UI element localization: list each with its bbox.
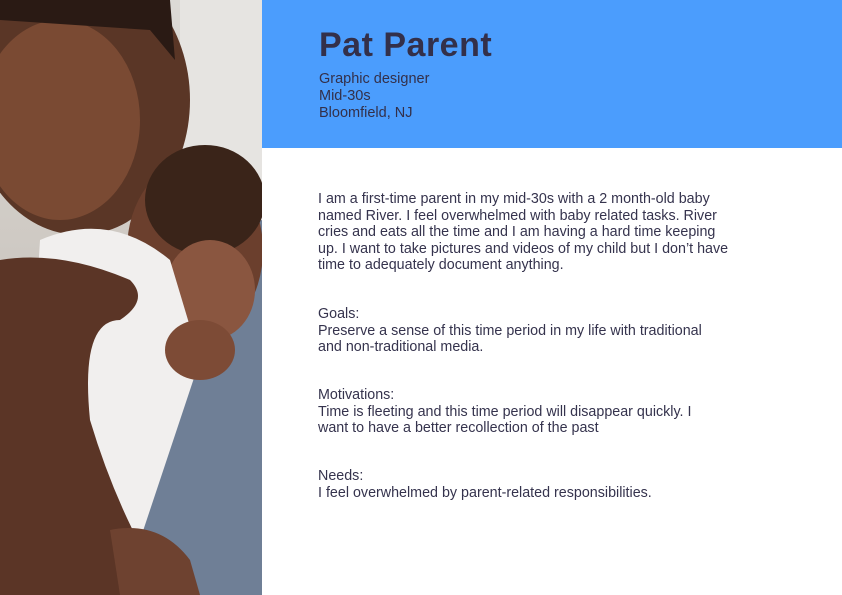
persona-occupation: Graphic designer [319,71,430,87]
motivations-heading: Motivations: [318,387,395,403]
persona-bio [318,191,728,274]
motivations-line: want to have a better recollection of the past [318,420,599,436]
persona-location: Bloomfield, NJ [319,105,413,121]
father-holding-baby-image [0,0,262,595]
bio-line: up. I want to take pictures and videos of my child but I don’t have [318,240,729,257]
needs-heading: Needs: [318,468,364,484]
goals-heading: Goals: [318,306,360,322]
goals-line: and non-traditional media. [318,339,484,355]
persona-header [262,0,842,148]
persona-age: Mid-30s [319,88,371,104]
goals-line: Preserve a sense of this time period in my life with traditional [318,322,702,339]
bio-line: time to adequately document anything. [318,257,564,273]
needs-section [318,468,652,501]
motivations-line: Time is fleeting and this time period will disappear quickly. I [318,403,692,420]
goals-section [318,306,702,356]
persona-name: Pat Parent [319,26,493,64]
persona-photo [0,0,262,595]
persona-details [319,71,429,122]
bio-line: named River. I feel overwhelmed with baby related tasks. River [318,207,717,224]
bio-line: I am a first-time parent in my mid-30s with a 2 month-old baby [318,191,710,207]
bio-line: cries and eats all the time and I am having a hard time keeping [318,224,716,240]
needs-line: I feel overwhelmed by parent-related responsibilities. [318,484,652,501]
motivations-section [318,387,691,437]
